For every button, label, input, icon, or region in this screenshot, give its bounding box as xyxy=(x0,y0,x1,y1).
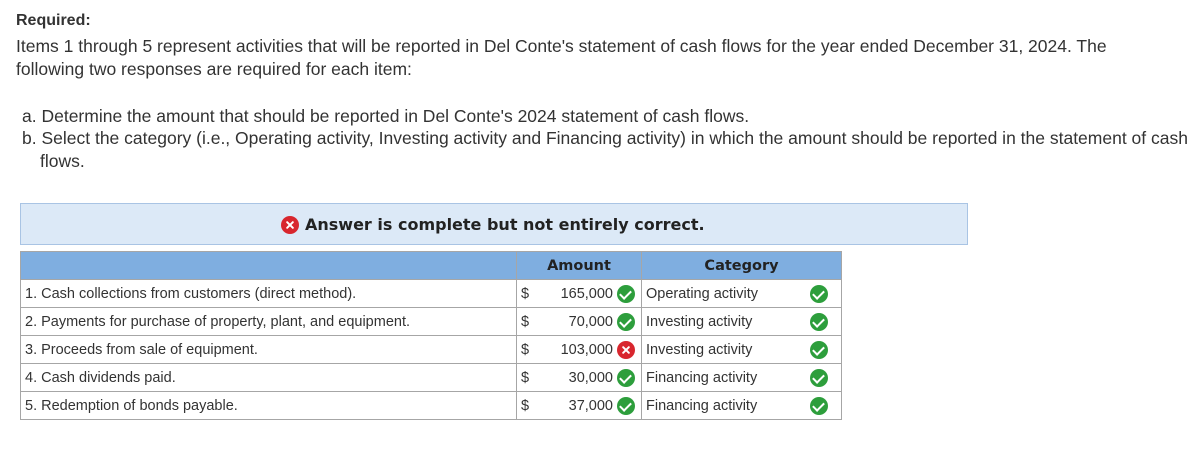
dollar-sign: $ xyxy=(521,313,530,330)
table-row xyxy=(21,364,842,392)
x-circle-icon xyxy=(617,341,635,359)
instruction-b: b. Select the category (i.e., Operating activity, Investing activity and Financing activity) in which the amount should be reported in the statement of cash flows. xyxy=(22,128,1188,171)
category-select[interactable]: Operating activity xyxy=(646,285,759,302)
check-icon xyxy=(617,369,635,387)
category-select[interactable]: Financing activity xyxy=(646,397,758,414)
category-cell xyxy=(642,392,842,420)
item-description: 1. Cash collections from customers (direct method). xyxy=(21,280,517,308)
category-cell xyxy=(642,308,842,336)
amount-header: Amount xyxy=(517,252,642,280)
category-select[interactable]: Investing activity xyxy=(646,341,753,358)
item-description: 3. Proceeds from sale of equipment. xyxy=(21,336,517,364)
amount-input[interactable]: 103,000 xyxy=(560,341,613,358)
category-select[interactable]: Investing activity xyxy=(646,313,753,330)
answer-table xyxy=(20,251,842,420)
intro-text: Items 1 through 5 represent activities that will be reported in Del Conte's statement of cash flows for the year ended December 31, 2024. The following two responses are required for each item: xyxy=(16,36,1107,79)
category-cell xyxy=(642,364,842,392)
table-row xyxy=(21,308,842,336)
result-banner xyxy=(20,203,968,245)
table-row xyxy=(21,392,842,420)
dollar-sign: $ xyxy=(521,341,530,358)
amount-input[interactable]: 37,000 xyxy=(568,397,613,414)
table-header-row xyxy=(21,252,842,280)
item-description: 5. Redemption of bonds payable. xyxy=(21,392,517,420)
dollar-sign: $ xyxy=(521,285,530,302)
amount-cell xyxy=(517,392,642,420)
check-icon xyxy=(810,285,828,303)
amount-cell xyxy=(517,280,642,308)
category-header: Category xyxy=(642,252,842,280)
table-row xyxy=(21,280,842,308)
amount-input[interactable]: 165,000 xyxy=(560,285,613,302)
amount-cell xyxy=(517,364,642,392)
amount-input[interactable]: 70,000 xyxy=(568,313,613,330)
check-icon xyxy=(810,313,828,331)
check-icon xyxy=(810,341,828,359)
amount-input[interactable]: 30,000 xyxy=(568,369,613,386)
category-cell xyxy=(642,336,842,364)
check-icon xyxy=(810,397,828,415)
amount-cell xyxy=(517,308,642,336)
item-description: 4. Cash dividends paid. xyxy=(21,364,517,392)
check-icon xyxy=(810,369,828,387)
check-icon xyxy=(617,285,635,303)
check-icon xyxy=(617,397,635,415)
x-circle-icon xyxy=(281,216,299,234)
description-header xyxy=(21,252,517,280)
amount-cell xyxy=(517,336,642,364)
dollar-sign: $ xyxy=(521,397,530,414)
result-banner-text: Answer is complete but not entirely correct. xyxy=(305,215,705,234)
check-icon xyxy=(617,313,635,331)
instruction-a: a. Determine the amount that should be reported in Del Conte's 2024 statement of cash flows. xyxy=(22,106,750,126)
category-cell xyxy=(642,280,842,308)
category-select[interactable]: Financing activity xyxy=(646,369,758,386)
required-heading: Required: xyxy=(16,12,91,29)
dollar-sign: $ xyxy=(521,369,530,386)
item-description: 2. Payments for purchase of property, plant, and equipment. xyxy=(21,308,517,336)
table-row xyxy=(21,336,842,364)
